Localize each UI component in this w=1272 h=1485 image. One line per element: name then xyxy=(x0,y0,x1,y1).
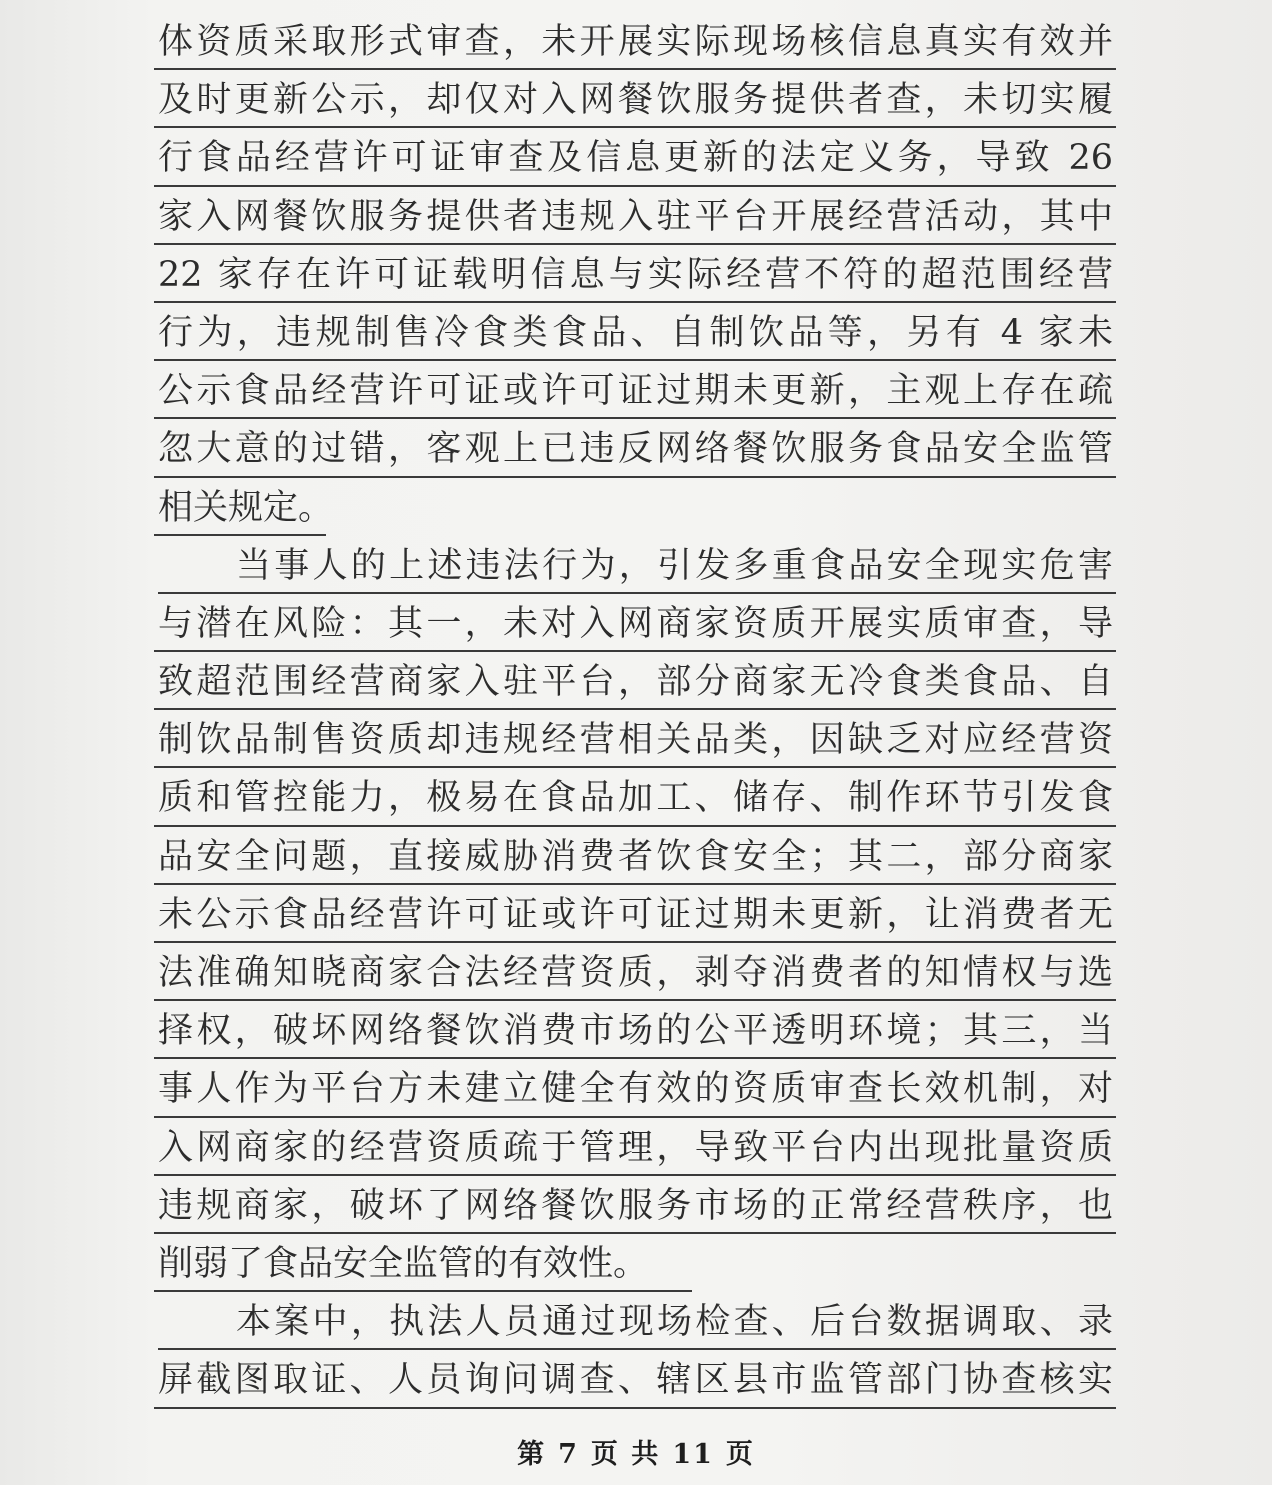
underline xyxy=(154,1057,1116,1059)
underline xyxy=(154,417,1116,419)
text-line xyxy=(158,247,1123,305)
text-line xyxy=(158,1120,1123,1178)
underline xyxy=(154,185,1116,187)
text-line xyxy=(158,945,1123,1003)
line-text: 择权，破坏网络餐饮消费市场的公平透明环境；其三，当 xyxy=(158,1011,1113,1052)
underline xyxy=(154,999,1116,1001)
underline xyxy=(154,534,326,536)
line-text: 削弱了食品安全监管的有效性。 xyxy=(158,1243,649,1284)
page-footer xyxy=(0,1432,1272,1471)
text-line xyxy=(158,14,1123,72)
underline xyxy=(154,68,1116,70)
paragraph-start-line xyxy=(158,538,1123,596)
underline xyxy=(158,592,1116,594)
line-text: 22 家存在许可证载明信息与实际经营不符的超范围经营 xyxy=(158,254,1113,295)
line-text: 法准确知晓商家合法经营资质，剥夺消费者的知情权与选 xyxy=(158,953,1113,993)
underline xyxy=(154,476,1116,478)
underline xyxy=(154,1174,1116,1176)
underline xyxy=(154,825,1116,827)
line-text: 事人作为平台方未建立健全有效的资质审查长效机制，对 xyxy=(158,1069,1113,1110)
underline xyxy=(154,1232,1116,1234)
line-text: 行为，违规制售冷食类食品、自制饮品等，另有 4 家未 xyxy=(158,312,1113,353)
line-text: 本案中，执法人员通过现场检查、后台数据调取、录 xyxy=(236,1302,1113,1343)
underline xyxy=(154,1116,1116,1118)
underline xyxy=(154,359,1116,361)
footer-prefix: 第 xyxy=(517,1439,547,1470)
line-text: 与潜在风险：其一，未对入网商家资质开展实质审查，导 xyxy=(158,603,1113,644)
text-line xyxy=(158,1061,1123,1119)
line-text: 品安全问题，直接威胁消费者饮食安全；其二，部分商家 xyxy=(158,836,1113,877)
line-text: 违规商家，破坏了网络餐饮服务市场的正常经营秩序，也 xyxy=(158,1185,1113,1226)
text-line xyxy=(158,596,1123,654)
underline xyxy=(154,708,1116,710)
line-text: 忽大意的过错，客观上已违反网络餐饮服务食品安全监管 xyxy=(158,429,1113,470)
footer-suffix: 页 xyxy=(725,1439,755,1470)
underline xyxy=(154,301,1116,303)
total-page-number: 11 xyxy=(672,1439,714,1470)
underline xyxy=(158,1348,1116,1350)
underline xyxy=(154,1407,1116,1409)
line-text: 体资质采取形式审查，未开展实际现场核信息真实有效并 xyxy=(158,22,1113,62)
line-text: 致超范围经营商家入驻平台，部分商家无冷食类食品、自 xyxy=(158,662,1113,703)
paragraph-start-line xyxy=(158,1294,1123,1352)
line-text: 质和管控能力，极易在食品加工、储存、制作环节引发食 xyxy=(158,778,1113,819)
line-text: 屏截图取证、人员询问调查、辖区县市监管部门协查核实 xyxy=(158,1360,1113,1401)
text-line xyxy=(158,887,1123,945)
text-line xyxy=(158,712,1123,770)
text-line xyxy=(158,72,1123,130)
document-body xyxy=(158,14,1123,1411)
line-text: 相关规定。 xyxy=(158,487,334,528)
text-line xyxy=(158,480,1123,538)
line-text: 公示食品经营许可证或许可证过期未更新，主观上存在疏 xyxy=(158,371,1113,412)
text-line xyxy=(158,654,1123,712)
line-text: 当事人的上述违法行为，引发多重食品安全现实危害 xyxy=(236,545,1113,586)
line-text: 及时更新公示，却仅对入网餐饮服务提供者查，未切实履 xyxy=(158,80,1113,121)
underline xyxy=(154,883,1116,885)
text-line xyxy=(158,421,1123,479)
text-line xyxy=(158,829,1123,887)
underline xyxy=(154,766,1116,768)
text-line xyxy=(158,1003,1123,1061)
text-line xyxy=(158,1178,1123,1236)
underline xyxy=(154,243,1116,245)
text-line xyxy=(158,1236,1123,1294)
line-text: 入网商家的经营资质疏于管理，导致平台内出现批量资质 xyxy=(158,1127,1113,1168)
text-line xyxy=(158,305,1123,363)
text-line xyxy=(158,770,1123,828)
footer-middle: 页 共 xyxy=(590,1439,661,1470)
current-page-number: 7 xyxy=(558,1439,579,1470)
underline xyxy=(154,126,1116,128)
underline xyxy=(154,650,1116,652)
underline xyxy=(154,1290,692,1292)
underline xyxy=(154,941,1116,943)
line-text: 未公示食品经营许可证或许可证过期未更新，让消费者无 xyxy=(158,894,1113,935)
text-line xyxy=(158,363,1123,421)
line-text: 制饮品制售资质却违规经营相关品类，因缺乏对应经营资 xyxy=(158,720,1113,761)
line-text: 行食品经营许可证审查及信息更新的法定义务，导致 26 xyxy=(158,138,1113,179)
text-line xyxy=(158,130,1123,188)
text-line xyxy=(158,189,1123,247)
line-text: 家入网餐饮服务提供者违规入驻平台开展经营活动，其中 xyxy=(158,196,1113,237)
text-line xyxy=(158,1352,1123,1410)
